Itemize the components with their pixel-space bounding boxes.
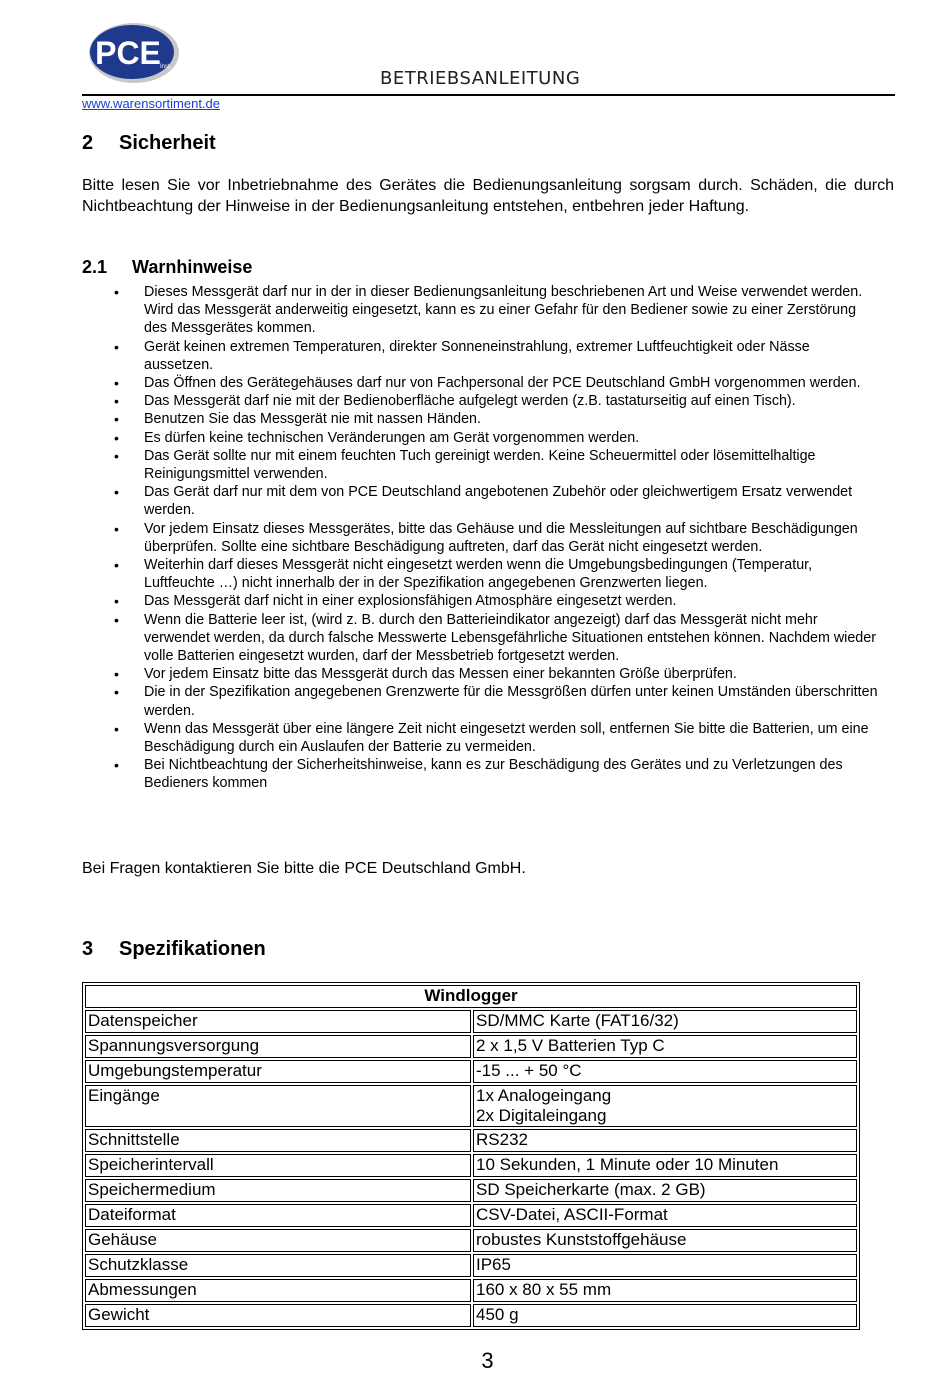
bullet-icon: • [114,757,119,774]
bullet-icon: • [114,611,119,628]
warning-item [82,611,882,666]
spec-value: SD Speicherkarte (max. 2 GB) [473,1179,857,1202]
table-row [85,1085,857,1127]
warning-item [82,556,882,592]
warning-text: Bei Nichtbeachtung der Sicherheitshinweise, kann es zur Beschädigung des Gerätes und zu Verletzungen des Bedieners kommen [144,757,843,792]
table-row [85,1204,857,1227]
bullet-icon: • [114,593,119,610]
warning-item [82,338,882,374]
warning-item [82,483,882,519]
specifications-table [82,982,860,1330]
warning-item [82,283,882,338]
section-title: Sicherheit [119,132,216,154]
warning-item [82,374,882,392]
table-row [85,1229,857,1252]
warnings-list [82,283,882,793]
spec-value: -15 ... + 50 °C [473,1060,857,1083]
spec-label: Speichermedium [85,1179,471,1202]
logo-text: PCE [95,35,161,71]
table-row [85,1129,857,1152]
spec-value: IP65 [473,1254,857,1277]
spec-label: Schutzklasse [85,1254,471,1277]
bullet-icon: • [114,484,119,501]
spec-label: Abmessungen [85,1279,471,1302]
spec-label: Eingänge [85,1085,471,1127]
warning-item [82,410,882,428]
spec-value: 1x Analogeingang 2x Digitaleingang [473,1085,857,1127]
table-row [85,1254,857,1277]
table-row [85,1154,857,1177]
warning-item [82,592,882,610]
logo-subtext: Inst. [160,64,172,70]
spec-value: RS232 [473,1129,857,1152]
spec-label: Speicherintervall [85,1154,471,1177]
warning-item [82,392,882,410]
bullet-icon: • [114,338,119,355]
table-row [85,1179,857,1202]
table-row [85,1279,857,1302]
bullet-icon: • [114,284,119,300]
warning-item [82,720,882,756]
section-2-heading [82,132,216,155]
table-row [85,1060,857,1083]
spec-label: Gewicht [85,1304,471,1327]
pce-logo [88,22,180,84]
section-number: 2 [82,132,94,154]
document-header-title: BETRIEBSANLEITUNG [380,68,581,89]
bullet-icon: • [114,666,119,683]
warning-item [82,520,882,556]
bullet-icon: • [114,429,119,446]
warning-text: Das Messgerät darf nie mit der Bedienoberfläche aufgelegt werden (z.B. tastaturseitig auf einen Tisch). [144,393,796,410]
spec-label: Schnittstelle [85,1129,471,1152]
bullet-icon: • [114,393,119,410]
warning-item [82,756,882,792]
safety-intro-paragraph: Bitte lesen Sie vor Inbetriebnahme des Gerätes die Bedienungsanleitung sorgsam durch. Schäden, die durch Nichtbeachtung der Hinweise in der Bedienungsanleitung entstehen, entbehren jeder Haftung. [82,177,894,215]
warning-text: Wenn die Batterie leer ist, (wird z. B. durch den Batterieindikator angezeigt) darf das Messgerät nicht mehr verwendet werden, da durch falsche Messwerte Lebensgefährliche Situationen entstehen können. Nachdem wieder volle Batterien eingesetzt wurden, darf der Messbetrieb fortgesetzt werden. [144,611,876,665]
warning-text: Die in der Spezifikation angegebenen Grenzwerte für die Messgrößen dürfen unter keinen Umständen überschritten werden. [144,684,878,719]
bullet-icon: • [114,684,119,701]
table-row [85,1010,857,1033]
spec-label: Datenspeicher [85,1010,471,1033]
contact-paragraph: Bei Fragen kontaktieren Sie bitte die PCE Deutschland GmbH. [82,860,526,877]
bullet-icon: • [114,447,119,464]
page-number: 3 [481,1348,494,1373]
website-link[interactable]: www.warensortiment.de [82,96,220,111]
spec-value: 2 x 1,5 V Batterien Typ C [473,1035,857,1058]
warning-item [82,665,882,683]
spec-value: 10 Sekunden, 1 Minute oder 10 Minuten [473,1154,857,1177]
table-row [85,1035,857,1058]
warning-item [82,683,882,719]
section-3-heading [82,938,266,961]
warning-text: Dieses Messgerät darf nur in der in dieser Bedienungsanleitung beschriebenen Art und Weise verwendet werden. Wird das Messgerät anderweitig eingesetzt, kann es zu einer Gefahr für den Bediener sowie zu einer Zerstörung des Messgerätes kommen. [144,284,863,337]
warning-text: Weiterhin darf dieses Messgerät nicht eingesetzt werden wenn die Umgebungsbedingungen (Temperatur, Luftfeuchte …) nicht innerhalb der in der Spezifikation angegebenen Grenzwerten liegen. [144,557,813,592]
spec-label: Spannungsversorgung [85,1035,471,1058]
warning-text: Vor jedem Einsatz dieses Messgerätes, bitte das Gehäuse und die Messleitungen auf sichtbare Beschädigungen überprüfen. Sollte eine sichtbare Beschädigung auftreten, darf das Gerät nicht eingesetzt werden. [144,520,858,555]
spec-value: 160 x 80 x 55 mm [473,1279,857,1302]
section-number: 2.1 [82,257,108,277]
warning-text: Wenn das Messgerät über eine längere Zeit nicht eingesetzt werden soll, entfernen Sie bitte die Batterien, um eine Beschädigung durch ein Auslaufen der Batterie zu vermeiden. [144,720,869,756]
section-number: 3 [82,938,94,960]
warning-text: Das Öffnen des Gerätegehäuses darf nur von Fachpersonal der PCE Deutschland GmbH vorgenommen werden. [144,375,861,392]
warning-text: Benutzen Sie das Messgerät nie mit nassen Händen. [144,411,481,428]
bullet-icon: • [114,520,119,537]
bullet-icon: • [114,411,119,428]
spec-value: SD/MMC Karte (FAT16/32) [473,1010,857,1033]
section-title: Warnhinweise [132,257,253,277]
section-2-1-heading [82,257,252,278]
warning-text: Es dürfen keine technischen Veränderungen am Gerät vorgenommen werden. [144,429,640,446]
warning-item [82,429,882,447]
spec-label: Dateiformat [85,1204,471,1227]
bullet-icon: • [114,375,119,392]
bullet-icon: • [114,720,119,737]
spec-label: Gehäuse [85,1229,471,1252]
section-title: Spezifikationen [119,938,266,960]
warning-text: Gerät keinen extremen Temperaturen, direkter Sonneneinstrahlung, extremer Luftfeuchtigkeit oder Nässe aussetzen. [144,338,810,373]
warning-text: Das Messgerät darf nicht in einer explosionsfähigen Atmosphäre eingesetzt werden. [144,593,677,610]
warning-text: Vor jedem Einsatz bitte das Messgerät durch das Messen einer bekannten Größe überprüfen. [144,666,737,683]
bullet-icon: • [114,557,119,574]
warning-text: Das Gerät darf nur mit dem von PCE Deutschland angebotenen Zubehör oder gleichwertigem Ersatz verwendet werden. [144,484,853,519]
spec-label: Umgebungstemperatur [85,1060,471,1083]
warning-text: Das Gerät sollte nur mit einem feuchten Tuch gereinigt werden. Keine Scheuermittel oder lösemittelhaltige Reinigungsmittel verwenden. [144,447,816,483]
table-row [85,1304,857,1327]
spec-value: robustes Kunststoffgehäuse [473,1229,857,1252]
warning-item [82,447,882,483]
spec-value: CSV-Datei, ASCII-Format [473,1204,857,1227]
spec-value: 450 g [473,1304,857,1327]
table-title: Windlogger [85,985,857,1008]
